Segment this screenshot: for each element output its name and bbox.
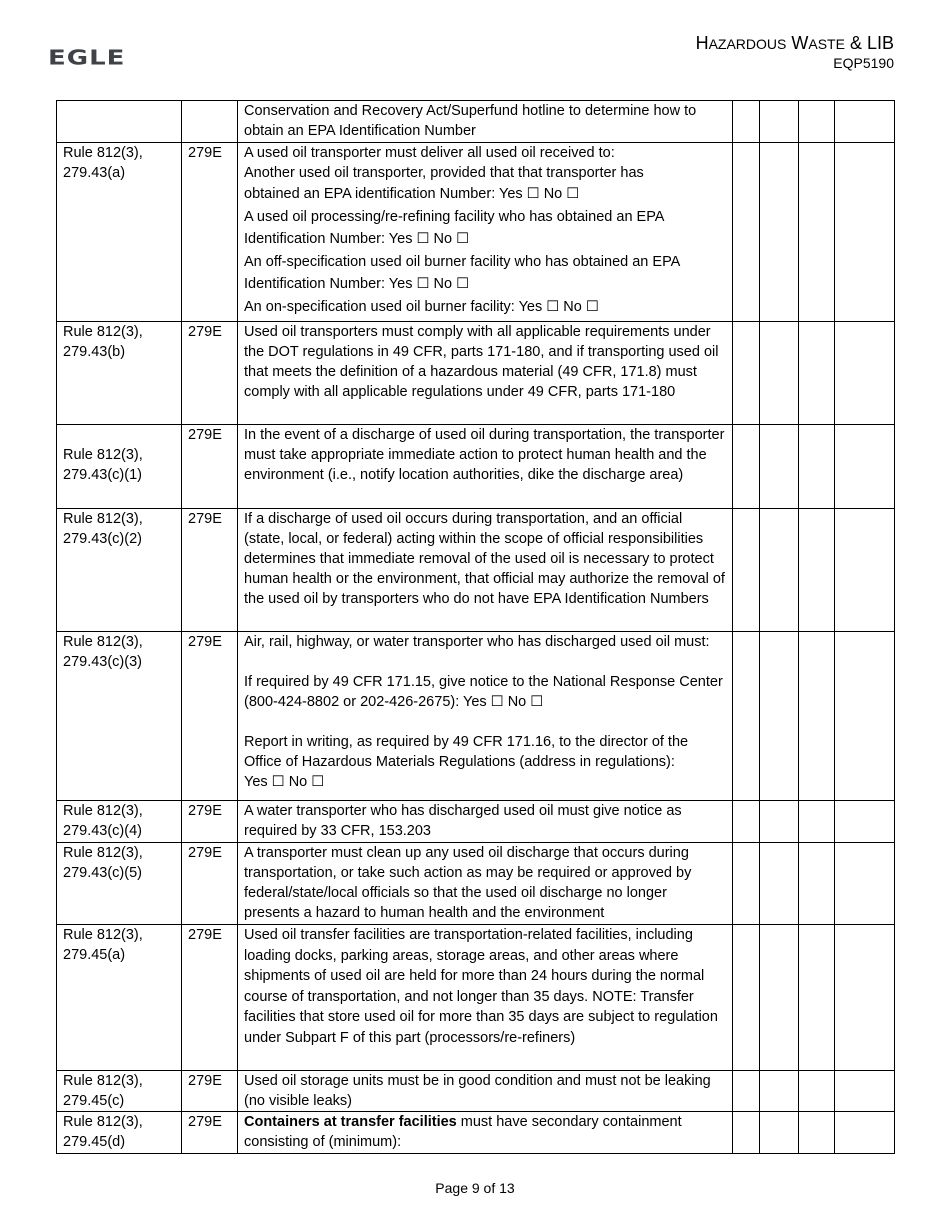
- check-cell[interactable]: [733, 801, 760, 843]
- code-cell: 279E: [182, 632, 238, 801]
- rule-section: 279.43(c)(2): [63, 531, 142, 547]
- check-cell[interactable]: [835, 101, 895, 143]
- rule-cell: [57, 143, 182, 322]
- rule-section: 279.43(a): [63, 165, 126, 181]
- rule-section: 279.43(b): [63, 344, 126, 360]
- check-cell[interactable]: [799, 425, 835, 509]
- yes-no-question[interactable]: Identification Number: Yes ☐ No ☐: [244, 231, 470, 247]
- requirement-cell: [238, 1071, 733, 1112]
- check-cell[interactable]: [733, 1112, 760, 1154]
- rule-section: 279.45(a): [63, 947, 126, 963]
- check-cell[interactable]: [760, 101, 799, 143]
- table-row: [57, 1112, 895, 1154]
- code-cell: 279E: [182, 801, 238, 843]
- rule-section: 279.43(c)(4): [63, 823, 142, 839]
- title-aste: ASTE: [808, 36, 845, 52]
- table-row: [57, 425, 895, 509]
- rule-number: Rule 812(3),: [63, 511, 143, 527]
- requirement-text: Another used oil transporter, provided that that transporter has: [244, 165, 644, 181]
- table-row: [57, 143, 895, 322]
- requirement-cell: [238, 632, 733, 801]
- requirement-text: Conservation and Recovery Act/Superfund hotline to determine how to obtain an EPA Identification Number: [244, 103, 697, 139]
- check-cell[interactable]: [733, 143, 760, 322]
- table-row: [57, 632, 895, 801]
- check-cell[interactable]: [799, 843, 835, 925]
- rule-cell: [57, 843, 182, 925]
- check-cell[interactable]: [835, 1071, 895, 1112]
- title-letter-h: H: [695, 33, 709, 53]
- title-azardous: AZARDOUS: [708, 36, 787, 52]
- check-cell[interactable]: [733, 843, 760, 925]
- requirement-text: In the event of a discharge of used oil during transportation, the transporter must take appropriate immediate action to protect human health and the environment (i.e., notify location authorities, dike the discharge area): [244, 427, 725, 483]
- document-title: [696, 33, 894, 54]
- requirement-text-rest: must have secondary containment consisting of (minimum):: [244, 1114, 682, 1150]
- check-cell[interactable]: [835, 632, 895, 801]
- requirement-text: Air, rail, highway, or water transporter who has discharged used oil must:: [244, 634, 710, 650]
- requirement-text: Used oil transporters must comply with all applicable requirements under the DOT regulations in 49 CFR, parts 171-180, and if transporting used oil that meets the definition of a hazardous material (49 CFR, 171.8) must comply with all applicable regulations under 49 CFR, parts 171-180: [244, 324, 719, 400]
- requirement-text: An off-specification used oil burner facility who has obtained an EPA: [244, 253, 681, 270]
- check-cell[interactable]: [760, 843, 799, 925]
- requirement-text: Used oil storage units must be in good condition and must not be leaking (no visible leaks): [244, 1073, 711, 1109]
- code-cell: 279E: [182, 143, 238, 322]
- requirement-cell: [238, 322, 733, 425]
- rule-cell: [57, 632, 182, 801]
- requirement-cell: [238, 425, 733, 509]
- rule-number: Rule 812(3),: [63, 1114, 143, 1130]
- yes-no-question[interactable]: Identification Number: Yes ☐ No ☐: [244, 276, 470, 292]
- check-cell[interactable]: [835, 1112, 895, 1154]
- rule-section: 279.43(c)(1): [63, 467, 142, 483]
- rule-cell: [57, 509, 182, 632]
- check-cell[interactable]: [760, 925, 799, 1071]
- yes-no-question[interactable]: If required by 49 CFR 171.15, give notice to the National Response Center (800-424-8802 or 202-426-2675): Yes ☐ No ☐: [244, 674, 723, 710]
- rule-number: Rule 812(3),: [63, 803, 143, 819]
- table-row: [57, 101, 895, 143]
- table-row: [57, 843, 895, 925]
- check-cell[interactable]: [799, 801, 835, 843]
- rule-section: 279.43(c)(5): [63, 865, 142, 881]
- code-cell: 279E: [182, 425, 238, 509]
- code-cell: 279E: [182, 1112, 238, 1154]
- yes-no-answer[interactable]: Yes ☐ No ☐: [244, 774, 325, 790]
- check-cell[interactable]: [799, 925, 835, 1071]
- check-cell[interactable]: [733, 925, 760, 1071]
- requirement-cell: [238, 1112, 733, 1154]
- table-row: [57, 801, 895, 843]
- rule-number: Rule 812(3),: [63, 447, 143, 463]
- check-cell[interactable]: [760, 322, 799, 425]
- check-cell[interactable]: [760, 143, 799, 322]
- check-cell[interactable]: [733, 425, 760, 509]
- form-code: EQP5190: [833, 55, 894, 71]
- code-cell: 279E: [182, 322, 238, 425]
- title-letter-w: W: [791, 33, 809, 53]
- rule-cell: [57, 101, 182, 143]
- requirement-text: A transporter must clean up any used oil discharge that occurs during transportation, or take such action as may be required or approved by federal/state/local officials so that the used oil discharge no longer presents a hazard to human health and the environment: [244, 845, 692, 921]
- check-cell[interactable]: [835, 925, 895, 1071]
- egle-logo: EGLE: [48, 46, 126, 70]
- check-cell[interactable]: [799, 101, 835, 143]
- code-cell: 279E: [182, 925, 238, 1071]
- requirement-cell: [238, 925, 733, 1071]
- code-cell: 279E: [182, 843, 238, 925]
- check-cell[interactable]: [760, 1112, 799, 1154]
- check-cell[interactable]: [760, 801, 799, 843]
- check-cell[interactable]: [733, 101, 760, 143]
- rule-cell: [57, 425, 182, 509]
- requirement-text: Used oil transfer facilities are transportation-related facilities, including loading docks, parking areas, storage areas, and other areas where shipments of used oil are held for more than 24 hours during the normal course of transportation, and not longer than 35 days. NOTE: Transfer facilities that store used oil for more than 35 days are subject to regulation under Subpart F of this part (processors/re-refiners): [244, 927, 718, 1046]
- table-row: [57, 1071, 895, 1112]
- requirement-cell: [238, 843, 733, 925]
- check-cell[interactable]: [733, 322, 760, 425]
- check-cell[interactable]: [799, 1112, 835, 1154]
- check-cell[interactable]: [760, 1071, 799, 1112]
- rule-section: 279.45(d): [63, 1134, 126, 1150]
- rule-cell: [57, 925, 182, 1071]
- rule-section: 279.45(c): [63, 1093, 125, 1109]
- checklist-table: [56, 100, 895, 1154]
- rule-cell: [57, 1112, 182, 1154]
- check-cell[interactable]: [760, 509, 799, 632]
- check-cell[interactable]: [835, 425, 895, 509]
- requirement-cell: [238, 101, 733, 143]
- requirement-cell: [238, 509, 733, 632]
- requirement-text: If a discharge of used oil occurs during transportation, and an official (state, local, or federal) acting within the scope of official responsibilities determines that immediate removal of the used oil is necessary to protect human health or the environment, that official may authorize the removal of the used oil by transporters who do not have EPA Identification Numbers: [244, 511, 725, 607]
- rule-number: Rule 812(3),: [63, 145, 143, 161]
- code-cell: 279E: [182, 509, 238, 632]
- rule-cell: [57, 322, 182, 425]
- rule-cell: [57, 801, 182, 843]
- requirement-cell: [238, 143, 733, 322]
- rule-number: Rule 812(3),: [63, 1073, 143, 1089]
- table-row: [57, 925, 895, 1071]
- table-row: [57, 509, 895, 632]
- check-cell[interactable]: [835, 801, 895, 843]
- rule-number: Rule 812(3),: [63, 845, 143, 861]
- yes-no-question[interactable]: An on-specification used oil burner facility: Yes ☐ No ☐: [244, 298, 599, 315]
- requirement-cell: [238, 801, 733, 843]
- check-cell[interactable]: [760, 425, 799, 509]
- requirement-text: [244, 1112, 726, 1152]
- check-cell[interactable]: [760, 632, 799, 801]
- requirement-text: A water transporter who has discharged used oil must give notice as required by 33 CFR, 153.203: [244, 803, 682, 839]
- rule-number: Rule 812(3),: [63, 324, 143, 340]
- check-cell[interactable]: [835, 322, 895, 425]
- code-cell: [182, 101, 238, 143]
- title-lib: & LIB: [849, 33, 894, 53]
- yes-no-question[interactable]: obtained an EPA identification Number: Yes ☐ No ☐: [244, 186, 580, 202]
- check-cell[interactable]: [799, 632, 835, 801]
- check-cell[interactable]: [799, 509, 835, 632]
- requirement-bold-text: Containers at transfer facilities: [244, 1114, 457, 1130]
- requirement-text: A used oil processing/re-refining facility who has obtained an EPA: [244, 208, 665, 225]
- check-cell[interactable]: [835, 509, 895, 632]
- page-number: Page 9 of 13: [435, 1180, 515, 1196]
- table-row: [57, 322, 895, 425]
- check-cell[interactable]: [799, 322, 835, 425]
- check-cell[interactable]: [799, 1071, 835, 1112]
- check-cell[interactable]: [733, 632, 760, 801]
- rule-section: 279.43(c)(3): [63, 654, 142, 670]
- check-cell[interactable]: [733, 1071, 760, 1112]
- code-cell: 279E: [182, 1071, 238, 1112]
- check-cell[interactable]: [835, 843, 895, 925]
- check-cell[interactable]: [799, 143, 835, 322]
- rule-cell: [57, 1071, 182, 1112]
- rule-number: Rule 812(3),: [63, 634, 143, 650]
- requirement-text: Report in writing, as required by 49 CFR 171.16, to the director of the Office of Hazardous Materials Regulations (address in regulations):: [244, 734, 689, 770]
- requirement-text: A used oil transporter must deliver all used oil received to:: [244, 145, 615, 161]
- rule-number: Rule 812(3),: [63, 927, 143, 943]
- check-cell[interactable]: [733, 509, 760, 632]
- check-cell[interactable]: [835, 143, 895, 322]
